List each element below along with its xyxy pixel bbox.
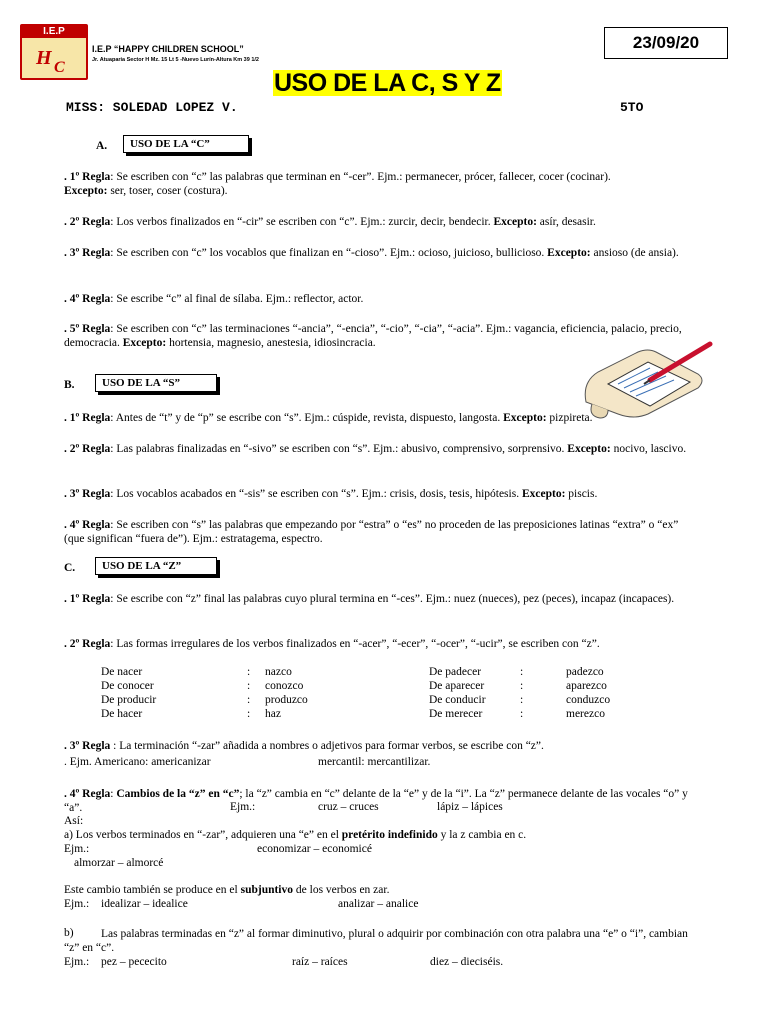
section-b-letter: B. [64,379,75,391]
rule-c-1: . 1º Regla: Se escriben con “c” las palabras que terminan en “-cer”. Ejm.: permanecer, prócer, fallecer, cocer (cocinar). Excepto: ser, toser, coser (costura). [64,171,611,197]
verb-forms-table: De nacer : nazco De padecer : padezco De conocer : conozco De aparecer : aparezco De producir : produzco De conducir : conduzco De hacer : haz De merecer : merezco [101,666,611,720]
logo-emblem [22,38,86,78]
subrule-a-example-1: economizar – economicé [257,843,372,855]
section-a-heading: USO DE LA “C” [123,135,249,153]
rule-c-5: . 5º Regla: Se escriben con “c” las terminaciones “-ancia”, “-encia”, “-cio”, “-cia”, “-acia”. Ejm.: vagancia, eficiencia, palacio, precio, democracia. Excepto: hortensia, magnesio, anestesia, idiosincracia. [64,323,682,349]
rule-z-2: . 2º Regla: Las formas irregulares de los verbos finalizados en “-acer”, “-ecer”, “-ocer”, “-ucir”, se escriben con “z”. [64,638,600,650]
rule-z-3-example-a: . Ejm. Americano: americanizar [64,756,211,768]
grade-label: 5TO [620,100,644,115]
asi-label: Así: [64,815,84,827]
subrule-b-example-3: diez – dieciséis. [430,956,504,968]
subrule-b-label: b) [64,927,74,939]
rule-z-4-example-2: lápiz – lápices [437,801,503,813]
subrule-b-ejm: Ejm.: [64,956,90,968]
rule-s-3: . 3º Regla: Los vocablos acabados en “-sis” se escriben con “s”. Ejm.: crisis, dosis, tesis, hipótesis. Excepto: piscis. [64,488,598,500]
section-c-letter: C. [64,562,76,574]
rule-c-4: . 4º Regla: Se escribe “c” al final de sílaba. Ejm.: reflector, actor. [64,293,364,305]
rule-z-4-ejm: Ejm.: [230,801,256,813]
teacher-name: MISS: SOLEDAD LOPEZ V. [66,100,238,115]
rule-z-1: . 1º Regla: Se escribe con “z” final las palabras cuyo plural termina en “-ces”. Ejm.: nuez (nueces), pez (peces), incapaz (incapaces). [64,593,675,605]
rule-z-3: . 3º Regla : La terminación “-zar” añadida a nombres o adjetivos para formar verbos, se escribe con “z”. [64,740,544,752]
rule-c-3: . 3º Regla: Se escriben con “c” los vocablos que finalizan en “-cioso”. Ejm.: ocioso, juicioso, bullicioso. Excepto: ansioso (de ansia). [64,247,679,259]
date-box: 23/09/20 [604,27,728,59]
subjuntivo-ejm: Ejm.: [64,898,90,910]
subrule-b-example-2: raíz – raíces [292,956,348,968]
rule-z-4: . 4º Regla: Cambios de la “z” en “c”; la “z” cambia en “c” delante de la “e” y de la “i”. La “z” permanece delante de las vocales “o” y “a”. [64,788,688,814]
rule-s-4: . 4º Regla: Se escriben con “s” las palabras que empezando por “estra” o “es” no proceden de las preposiciones latinas “extra” o “ex” (que significan “fuera de”). Ejm.: estratagema, espectro. [64,519,679,545]
section-c-heading: USO DE LA “Z” [95,557,217,575]
svg-text:H: H [36,47,52,69]
rule-z-3-example-b: mercantil: mercantilizar. [318,756,431,768]
subrule-a-ejm: Ejm.: [64,843,90,855]
section-b-heading: USO DE LA “S” [95,374,217,392]
school-address: Jr. Atuaparia Sector H Mz. 15 Lt 5 -Nuevo Lurín-Altura Km 39 1/2 [92,57,259,63]
subjuntivo-example-1: idealizar – idealice [101,898,188,910]
logo-text: I.E.P [22,26,86,38]
school-name: I.E.P “HAPPY CHILDREN SCHOOL” [92,44,244,54]
subrule-a-example-2: almorzar – almorcé [74,857,164,869]
subrule-a: a) Los verbos terminados en “-zar”, adquieren una “e” en el pretérito indefinido y la z cambia en c. [64,829,527,841]
rule-s-1: . 1º Regla: Antes de “t” y de “p” se escribe con “s”. Ejm.: cúspide, revista, dispuesto, langosta. Excepto: pizpireta. [64,412,593,424]
rule-s-2: . 2º Regla: Las palabras finalizadas en “-sivo” se escriben con “s”. Ejm.: abusivo, comprensivo, sorprensivo. Excepto: nocivo, lascivo. [64,443,687,455]
page-title: USO DE LA C, S Y Z [274,69,501,97]
rule-c-2: . 2º Regla: Los verbos finalizados en “-cir” se escriben con “c”. Ejm.: zurcir, decir, bendecir. Excepto: asír, desasir. [64,216,596,228]
rule-z-4-example-1: cruz – cruces [318,801,379,813]
section-a-letter: A. [96,140,108,152]
svg-text:C: C [54,59,65,76]
notebook-pen-illustration [578,322,718,422]
subrule-b-example-1: pez – pececito [101,956,167,968]
school-logo [20,24,88,80]
subrule-b-text: Las palabras terminadas en “z” al formar diminutivo, plural o adquirir por combinación con otra palabra una “e” o “i”, cambian “z” en “c”. [64,928,688,954]
subjuntivo-note: Este cambio también se produce en el subjuntivo de los verbos en zar. [64,884,390,896]
subjuntivo-example-2: analizar – analice [338,898,419,910]
